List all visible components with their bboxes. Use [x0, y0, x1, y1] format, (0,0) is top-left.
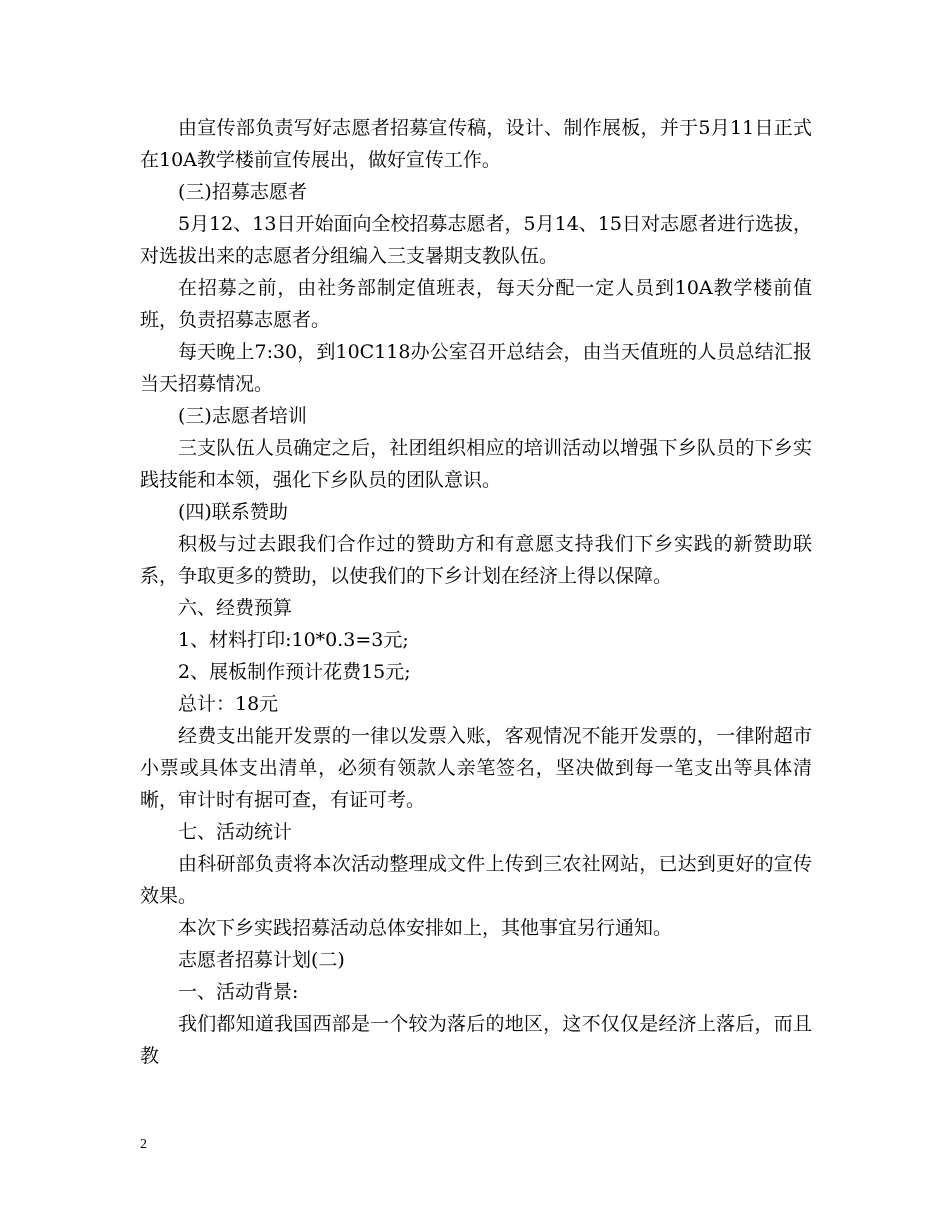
- section-heading: (三)招募志愿者: [178, 181, 307, 203]
- section-heading: 六、经费预算: [178, 597, 293, 619]
- paragraph: 本次下乡实践招募活动总体安排如上，其他事宜另行通知。: [178, 917, 673, 939]
- budget-total: 总计：18元: [178, 693, 279, 715]
- budget-item: 2、展板制作预计花费15元;: [178, 661, 411, 683]
- paragraph: 由宣传部负责写好志愿者招募宣传稿，设计、制作展板，并于5月11日正式在10A教学楼前宣传展出，做好宣传工作。: [140, 117, 812, 171]
- paragraph: 三支队伍人员确定之后，社团组织相应的培训活动以增强下乡队员的下乡实践技能和本领，强化下乡队员的团队意识。: [140, 437, 812, 491]
- section-heading: 一、活动背景:: [178, 981, 299, 1003]
- page-number: 2: [140, 1137, 147, 1152]
- paragraph: 每天晚上7:30，到10C118办公室召开总结会，由当天值班的人员总结汇报当天招募情况。: [140, 341, 812, 395]
- section-heading: 七、活动统计: [178, 821, 293, 843]
- budget-item: 1、材料打印:10*0.3=3元;: [178, 629, 409, 651]
- paragraph: 我们都知道我国西部是一个较为落后的地区，这不仅仅是经济上落后，而且教: [140, 1013, 812, 1067]
- section-heading: (三)志愿者培训: [178, 405, 307, 427]
- document-subtitle: 志愿者招募计划(二): [178, 949, 345, 971]
- paragraph: 经费支出能开发票的一律以发票入账，客观情况不能开发票的，一律附超市小票或具体支出清单，必须有领款人亲笔签名，坚决做到每一笔支出等具体清晰，审计时有据可查，有证可考。: [140, 725, 812, 811]
- document-body: [140, 112, 812, 1072]
- paragraph: 5月12、13日开始面向全校招募志愿者，5月14、15日对志愿者进行选拔，对选拔出来的志愿者分组编入三支暑期支教队伍。: [140, 213, 812, 267]
- paragraph: 由科研部负责将本次活动整理成文件上传到三农社网站，已达到更好的宣传效果。: [140, 853, 812, 907]
- paragraph: 在招募之前，由社务部制定值班表，每天分配一定人员到10A教学楼前值班，负责招募志愿者。: [140, 277, 812, 331]
- paragraph: 积极与过去跟我们合作过的赞助方和有意愿支持我们下乡实践的新赞助联系，争取更多的赞助，以使我们的下乡计划在经济上得以保障。: [140, 533, 812, 587]
- section-heading: (四)联系赞助: [178, 501, 288, 523]
